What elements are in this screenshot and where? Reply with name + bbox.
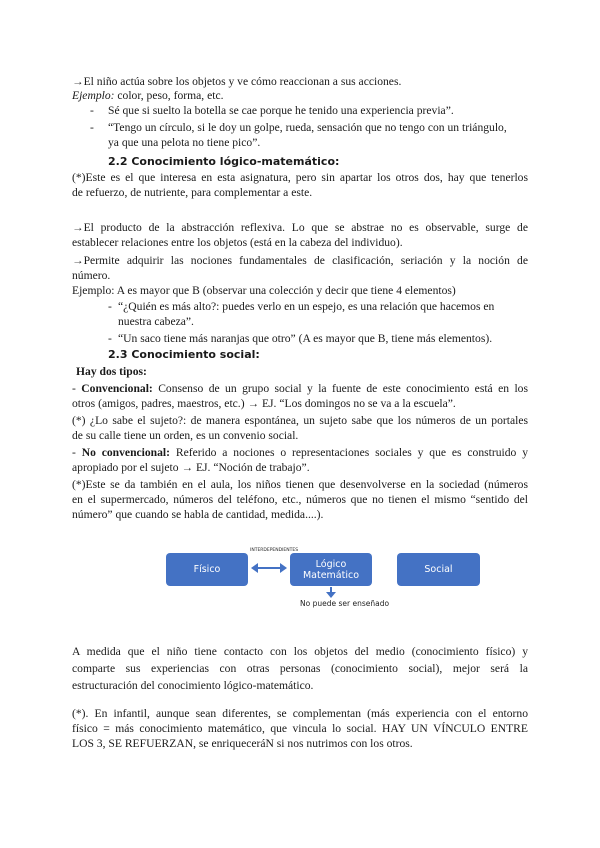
para-no-convencional-1: - No convencional: Referido a nociones o representaciones sociales y que es construido y bbox=[72, 446, 528, 459]
para-interesa-1: (*)Este es el que interesa en esta asignatura, pero sin apartar los otros dos, hay que tenerlos bbox=[72, 171, 528, 184]
bullet-dash: - bbox=[90, 104, 94, 117]
arrow-label: INTERDEPENDIENTES bbox=[250, 548, 299, 553]
para-infantil-2: físico = más conocimiento matemático, que vincula lo social. HAY UN VÍNCULO ENTRE bbox=[72, 722, 528, 735]
bullet-naranjas: “Un saco tiene más naranjas que otro” (A es mayor que B, tiene más elementos). bbox=[118, 332, 493, 345]
para-sabe-1: (*) ¿Lo sabe el sujeto?: de manera espontánea, un sujeto sabe que los números de un portales bbox=[72, 414, 528, 427]
ejemplo-text: color, peso, forma, etc. bbox=[114, 89, 224, 102]
para-interesa-2: de refuerzo, de nutriente, para complementar a este. bbox=[72, 186, 313, 199]
bullet-alto-1: “¿Quién es más alto?: puedes verlo en un espejo, es una relación que hacemos en bbox=[118, 300, 495, 313]
no-convencional-label: No convencional: bbox=[81, 446, 171, 459]
para-nociones-2: número. bbox=[72, 269, 111, 282]
line-accion: →El niño actúa sobre los objetos y ve cómo reaccionan a sus acciones. bbox=[72, 75, 402, 88]
bullet-botella: Sé que si suelto la botella se cae porque he tenido una experiencia previa”. bbox=[108, 104, 454, 117]
convencional-label: Convencional: bbox=[81, 382, 153, 395]
para-medida-2: comparte sus experiencias con otras personas (conocimiento social), mejor será la bbox=[72, 662, 528, 675]
bullet-dash: - bbox=[108, 332, 112, 345]
para-ejemplo-mayor: Ejemplo: A es mayor que B (observar una colección y decir que tiene 4 elementos) bbox=[72, 284, 456, 297]
para-medida-3: estructuración del conocimiento lógico-matemático. bbox=[72, 679, 314, 692]
bullet-alto-2: nuestra cabeza”. bbox=[118, 315, 194, 328]
para-infantil-1: (*). En infantil, aunque sean diferentes, se complementan (más experiencia con el entorno bbox=[72, 707, 528, 720]
para-abstraccion-2: establecer relaciones entre los objetos (está en la cabeza del individuo). bbox=[72, 236, 403, 249]
para-medida-1: A medida que el niño tiene contacto con los objetos del medio (conocimiento físico) y bbox=[72, 645, 528, 658]
para-aula-3: número” que cuando se habla de cantidad, medida....). bbox=[72, 508, 324, 521]
ejemplo-label: Ejemplo: bbox=[72, 89, 115, 102]
double-arrow-icon bbox=[251, 562, 287, 574]
para-nociones-1: →Permite adquirir las nociones fundamentales de clasificación, seriación y la noción de bbox=[72, 254, 528, 267]
box-fisico: Físico bbox=[166, 553, 248, 586]
bullet-circulo-2: ya que una pelota no tiene pico”. bbox=[108, 136, 261, 149]
para-convencional-2: otros (amigos, padres, maestros, etc.) → EJ. “Los domingos no se va a la escuela”. bbox=[72, 397, 456, 410]
bullet-dash: - bbox=[108, 300, 112, 313]
bullet-dash: - bbox=[90, 121, 94, 134]
ejemplo-line bbox=[72, 89, 224, 103]
box-social: Social bbox=[397, 553, 480, 586]
convencional-text: Consenso de un grupo social y la fuente de este conocimiento está en los bbox=[152, 382, 528, 395]
para-infantil-3: LOS 3, SE REFUERZAN, se enriqueceráN si nos nutrimos con los otros. bbox=[72, 737, 413, 750]
no-convencional-text: Referido a nociones o representaciones sociales y que es construido y bbox=[170, 446, 528, 459]
para-abstraccion-1: →El producto de la abstracción reflexiva. Lo que se abstrae no es observable, surge de bbox=[72, 221, 528, 234]
bullet-circulo-1: “Tengo un círculo, si le doy un golpe, rueda, sensación que no tengo con un triángulo, bbox=[108, 121, 507, 134]
para-aula-2: en el supermercado, números del teléfono, etc., números que no tienen el mismo “sentido del bbox=[72, 493, 528, 506]
heading-logico-matematico: 2.2 Conocimiento lógico-matemático: bbox=[108, 155, 340, 168]
hay-dos-tipos: Hay dos tipos: bbox=[76, 365, 147, 378]
para-no-convencional-2: apropiado por el sujeto → EJ. “Noción de trabajo”. bbox=[72, 461, 310, 474]
para-convencional-1: - Convencional: Consenso de un grupo social y la fuente de este conocimiento está en los bbox=[72, 382, 528, 395]
box-logico-matematico: Lógico Matemático bbox=[290, 553, 372, 586]
para-sabe-2: de su calle tiene un orden, es un convenio social. bbox=[72, 429, 299, 442]
para-aula-1: (*)Este se da también en el aula, los niños tienen que desenvolverse en la sociedad (números bbox=[72, 478, 528, 491]
heading-social: 2.3 Conocimiento social: bbox=[108, 348, 260, 361]
note-no-ensenado: No puede ser enseñado bbox=[300, 599, 390, 608]
down-arrow-icon bbox=[326, 587, 336, 598]
